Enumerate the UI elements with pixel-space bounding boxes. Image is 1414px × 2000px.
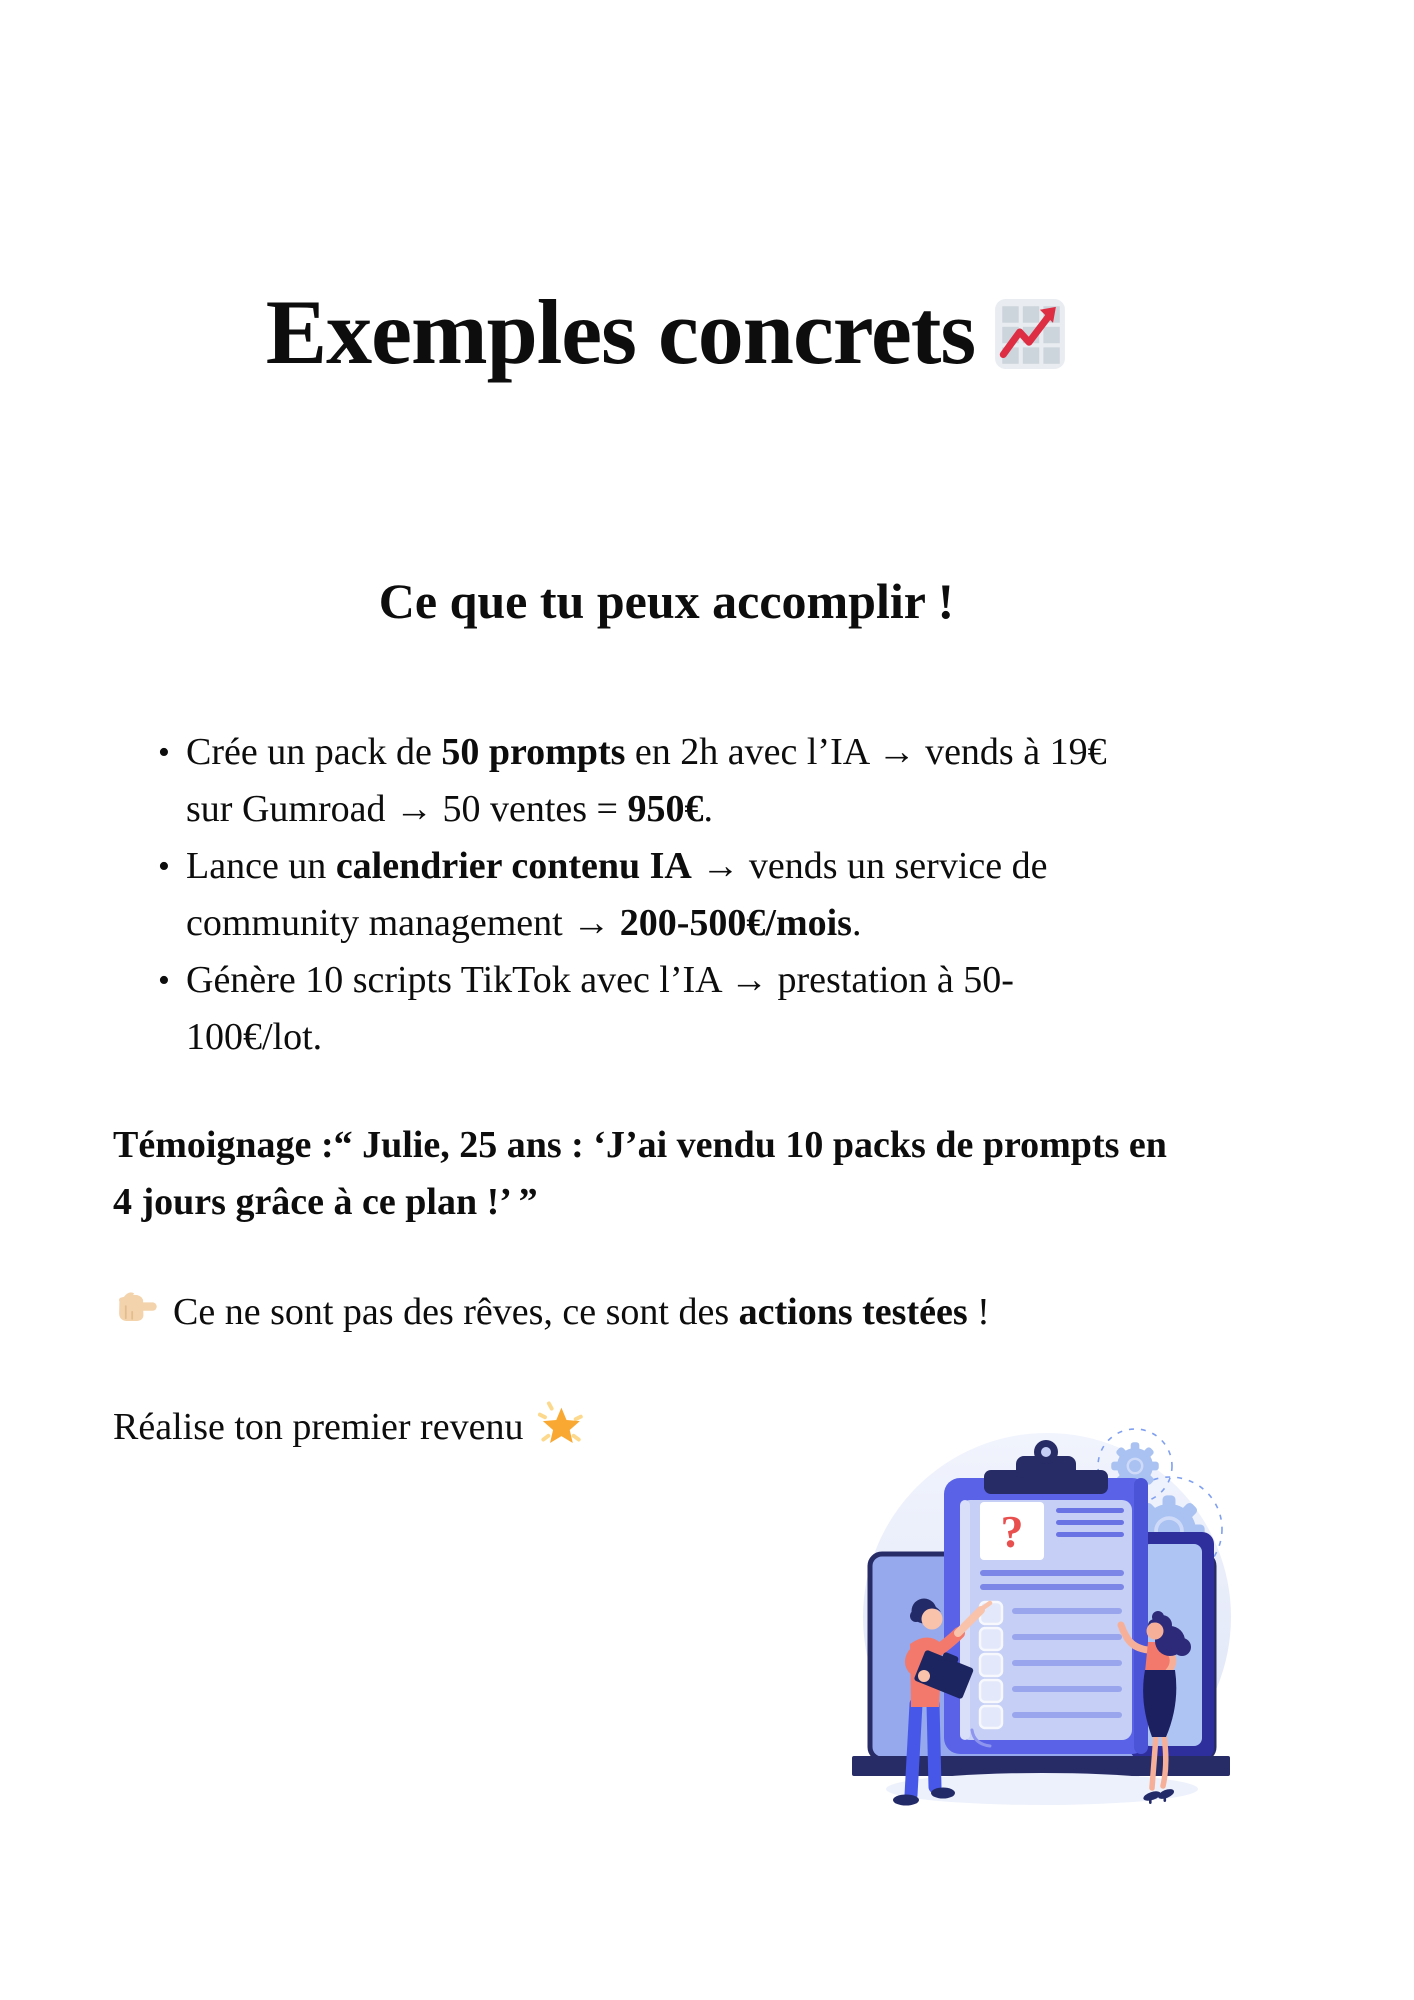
- callout-paragraph: [113, 1284, 1353, 1341]
- bullet-item-prompts-pack: • Crée un pack de 50 prompts en 2h avec l’IA → vends à 19€ sur Gumroad → 50 ventes = 950€.: [152, 724, 1342, 838]
- page-title-text: Exemples concrets: [265, 281, 976, 383]
- clipboard-icon: [944, 1440, 1148, 1754]
- bullet-item-tiktok-scripts: • Génère 10 scripts TikTok avec l’IA → prestation à 50- 100€/lot.: [152, 952, 1342, 1066]
- pointing-right-icon: [113, 1285, 159, 1331]
- testimonial-paragraph: Témoignage :“ Julie, 25 ans : ‘J’ai vendu 10 packs de prompts en 4 jours grâce à ce plan !’ ”: [113, 1124, 1167, 1223]
- glowing-star-icon: [535, 1400, 585, 1450]
- examples-bullet-list: [152, 724, 1342, 1066]
- chart-increasing-icon: [993, 297, 1067, 371]
- page-title: [113, 277, 1220, 387]
- checklist-illustration: [832, 1404, 1252, 1824]
- bullet-item-content-calendar: • Lance un calendrier contenu IA → vends un service de community management → 200-500€/mois.: [152, 838, 1342, 952]
- svg-text:?: ?: [1000, 1506, 1024, 1557]
- section-heading: Ce que tu peux accomplir !: [378, 573, 955, 629]
- closing-text: Réalise ton premier revenu: [113, 1406, 524, 1448]
- callout-text: Ce ne sont pas des rêves, ce sont des actions testées !: [173, 1291, 990, 1333]
